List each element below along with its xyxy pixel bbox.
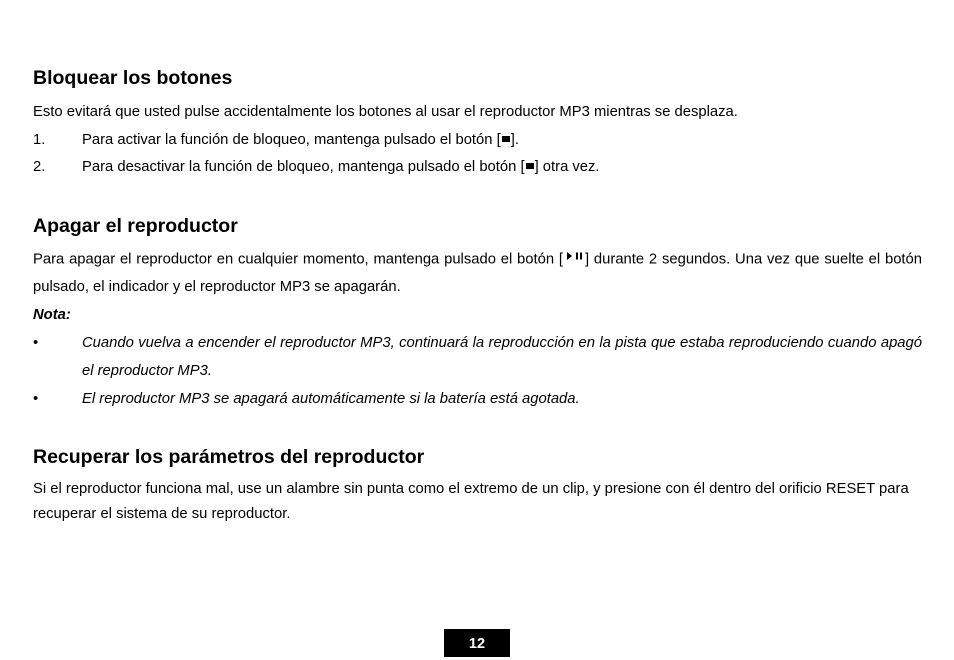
play-pause-icon: [563, 245, 585, 273]
reset-text: Si el reproductor funciona mal, use un alambre sin punta como el extremo de un clip, y presione con él dentro del orificio RESET para recuperar el sistema de su reproductor.: [33, 481, 909, 522]
lock-intro-text: Esto evitará que usted pulse accidentalmente los botones al usar el reproductor MP3 mientras se desplaza.: [33, 104, 738, 120]
power-off-text: [33, 246, 922, 302]
note-label-text: Nota:: [33, 307, 71, 323]
lock-button-icon: [502, 136, 510, 142]
bullet-text: Cuando vuelva a encender el reproductor MP3, continuará la reproducción en la pista que estaba reproduciendo cuando apagó el reproductor MP3.: [82, 335, 922, 379]
page-number-badge: 12: [444, 629, 510, 657]
list-item-text-before: Para desactivar la función de bloqueo, mantenga pulsado el botón [: [82, 159, 525, 175]
bullet-marker: •: [33, 391, 39, 407]
list-item-text-after: ] otra vez.: [534, 159, 600, 175]
power-off-text-before: Para apagar el reproductor en cualquier momento, mantenga pulsado el botón [: [33, 251, 564, 268]
power-off-text-after: ] durante 2 segundos. Una vez que suelte el botón pulsado, el indicador y el reproductor MP3 se apagarán.: [33, 251, 922, 296]
bullet-text: El reproductor MP3 se apagará automáticamente si la batería está agotada.: [82, 391, 580, 407]
list-item-text: [82, 154, 600, 182]
lock-button-icon: [526, 163, 534, 169]
list-number: 1.: [33, 132, 46, 148]
heading-power-off: Apagar el reproductor: [33, 215, 238, 237]
list-item-text: [82, 127, 519, 155]
list-number: 2.: [33, 159, 46, 175]
list-item-text-after: ].: [510, 132, 519, 148]
bullet-marker: •: [33, 335, 39, 351]
bullet-item-1: [33, 330, 922, 386]
list-item-text-before: Para activar la función de bloqueo, mantenga pulsado el botón [: [82, 132, 501, 148]
heading-lock-buttons: Bloquear los botones: [33, 67, 233, 89]
note-label: [33, 302, 922, 330]
heading-reset: Recuperar los parámetros del reproductor: [33, 446, 425, 468]
